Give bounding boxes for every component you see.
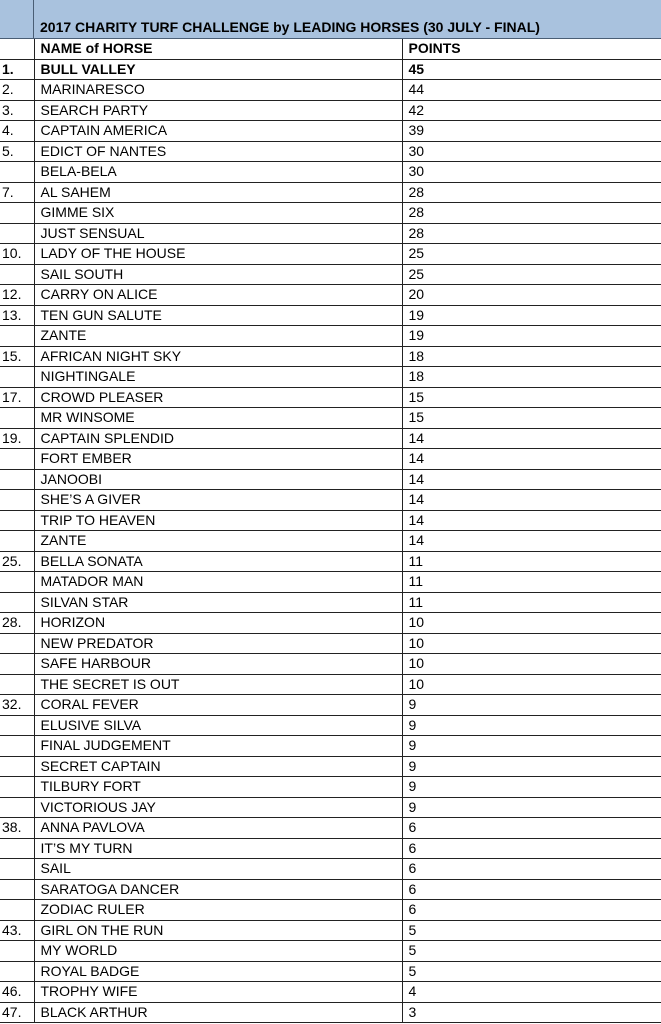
rank-cell [0, 756, 34, 777]
table-row [0, 900, 661, 921]
horse-name-cell: CORAL FEVER [34, 695, 402, 716]
rank-cell: 43. [0, 920, 34, 941]
table-row [0, 1002, 661, 1023]
horse-name-cell: FINAL JUDGEMENT [34, 736, 402, 757]
horse-name-cell: ZODIAC RULER [34, 900, 402, 921]
horse-name-cell: SHE’S A GIVER [34, 490, 402, 511]
table-row [0, 469, 661, 490]
points-cell: 9 [402, 695, 661, 716]
header-band [0, 0, 661, 17]
horse-name-cell: MR WINSOME [34, 408, 402, 429]
horse-name-cell: EDICT OF NANTES [34, 141, 402, 162]
rank-cell: 32. [0, 695, 34, 716]
points-cell: 9 [402, 797, 661, 818]
horse-name-cell: THE SECRET IS OUT [34, 674, 402, 695]
horse-name-cell: LADY OF THE HOUSE [34, 244, 402, 265]
points-cell: 5 [402, 941, 661, 962]
points-cell: 25 [402, 264, 661, 285]
rank-cell [0, 900, 34, 921]
rank-cell [0, 797, 34, 818]
table-row [0, 633, 661, 654]
rank-cell: 4. [0, 121, 34, 142]
table-row [0, 920, 661, 941]
points-cell: 39 [402, 121, 661, 142]
points-cell: 19 [402, 305, 661, 326]
table-row [0, 162, 661, 183]
table-row [0, 490, 661, 511]
points-cell: 5 [402, 920, 661, 941]
rank-cell [0, 367, 34, 388]
table-row [0, 285, 661, 306]
points-cell: 6 [402, 900, 661, 921]
rank-cell [0, 879, 34, 900]
column-header-row [0, 39, 661, 59]
sheet-title: 2017 CHARITY TURF CHALLENGE by LEADING HORSES (30 JULY - FINAL) [40, 19, 540, 35]
table-row [0, 818, 661, 839]
horse-name-cell: BULL VALLEY [34, 59, 402, 80]
rank-cell [0, 633, 34, 654]
horse-name-cell: TILBURY FORT [34, 777, 402, 798]
table-row [0, 326, 661, 347]
horse-name-cell: BELLA SONATA [34, 551, 402, 572]
points-cell: 6 [402, 879, 661, 900]
table-row [0, 531, 661, 552]
points-cell: 19 [402, 326, 661, 347]
horse-name-cell: SILVAN STAR [34, 592, 402, 613]
horse-name-cell: CAPTAIN SPLENDID [34, 428, 402, 449]
points-cell: 15 [402, 387, 661, 408]
rank-cell [0, 654, 34, 675]
points-cell: 9 [402, 756, 661, 777]
points-cell: 14 [402, 428, 661, 449]
rank-cell [0, 469, 34, 490]
table-row [0, 408, 661, 429]
rank-cell: 7. [0, 182, 34, 203]
points-cell: 6 [402, 818, 661, 839]
standings-table [0, 39, 661, 1023]
horse-name-cell: NIGHTINGALE [34, 367, 402, 388]
table-row [0, 182, 661, 203]
header-band-divider [33, 0, 34, 16]
table-row [0, 244, 661, 265]
table-row [0, 223, 661, 244]
horse-name-cell: SAFE HARBOUR [34, 654, 402, 675]
points-cell: 10 [402, 633, 661, 654]
points-cell: 6 [402, 838, 661, 859]
points-cell: 9 [402, 777, 661, 798]
rank-cell [0, 510, 34, 531]
table-row [0, 654, 661, 675]
rank-column-header [0, 39, 34, 59]
rank-cell: 12. [0, 285, 34, 306]
points-cell: 15 [402, 408, 661, 429]
table-row [0, 387, 661, 408]
table-row [0, 264, 661, 285]
points-cell: 30 [402, 162, 661, 183]
points-cell: 11 [402, 551, 661, 572]
name-column-header: NAME of HORSE [34, 39, 402, 59]
points-cell: 25 [402, 244, 661, 265]
rank-cell: 2. [0, 80, 34, 101]
horse-name-cell: CROWD PLEASER [34, 387, 402, 408]
rank-cell: 19. [0, 428, 34, 449]
table-row [0, 551, 661, 572]
horse-name-cell: IT’S MY TURN [34, 838, 402, 859]
rank-cell [0, 961, 34, 982]
horse-name-cell: ELUSIVE SILVA [34, 715, 402, 736]
rank-cell [0, 859, 34, 880]
horse-name-cell: MATADOR MAN [34, 572, 402, 593]
rank-cell: 10. [0, 244, 34, 265]
points-cell: 28 [402, 182, 661, 203]
horse-name-cell: HORIZON [34, 613, 402, 634]
horse-name-cell: GIRL ON THE RUN [34, 920, 402, 941]
points-cell: 6 [402, 859, 661, 880]
table-row [0, 141, 661, 162]
points-cell: 10 [402, 613, 661, 634]
table-row [0, 695, 661, 716]
table-row [0, 777, 661, 798]
table-row [0, 838, 661, 859]
table-row [0, 59, 661, 80]
points-cell: 30 [402, 141, 661, 162]
rank-cell: 3. [0, 100, 34, 121]
points-cell: 10 [402, 674, 661, 695]
horse-name-cell: ZANTE [34, 531, 402, 552]
horse-name-cell: MY WORLD [34, 941, 402, 962]
table-row [0, 982, 661, 1003]
table-row [0, 510, 661, 531]
points-column-header: POINTS [402, 39, 661, 59]
table-row [0, 715, 661, 736]
rank-cell [0, 715, 34, 736]
table-row [0, 941, 661, 962]
points-cell: 18 [402, 367, 661, 388]
rank-cell: 28. [0, 613, 34, 634]
points-cell: 4 [402, 982, 661, 1003]
table-row [0, 80, 661, 101]
points-cell: 10 [402, 654, 661, 675]
horse-name-cell: SAIL SOUTH [34, 264, 402, 285]
title-row-rank-cell [0, 16, 34, 38]
rank-cell [0, 736, 34, 757]
points-cell: 14 [402, 469, 661, 490]
table-row [0, 572, 661, 593]
table-row [0, 736, 661, 757]
table-row [0, 961, 661, 982]
points-cell: 45 [402, 59, 661, 80]
rank-cell [0, 777, 34, 798]
horse-name-cell: SEARCH PARTY [34, 100, 402, 121]
horse-name-cell: MARINARESCO [34, 80, 402, 101]
table-row [0, 203, 661, 224]
points-cell: 11 [402, 572, 661, 593]
rank-cell [0, 162, 34, 183]
rank-cell: 47. [0, 1002, 34, 1023]
table-row [0, 859, 661, 880]
rank-cell [0, 326, 34, 347]
rank-cell [0, 223, 34, 244]
rank-cell [0, 490, 34, 511]
table-row [0, 428, 661, 449]
horse-name-cell: TRIP TO HEAVEN [34, 510, 402, 531]
table-row [0, 100, 661, 121]
rank-cell [0, 531, 34, 552]
rank-cell [0, 449, 34, 470]
rank-cell [0, 264, 34, 285]
horse-name-cell: ZANTE [34, 326, 402, 347]
horse-name-cell: SECRET CAPTAIN [34, 756, 402, 777]
points-cell: 3 [402, 1002, 661, 1023]
table-row [0, 449, 661, 470]
horse-name-cell: ANNA PAVLOVA [34, 818, 402, 839]
horse-name-cell: BLACK ARTHUR [34, 1002, 402, 1023]
rank-cell: 38. [0, 818, 34, 839]
points-cell: 14 [402, 510, 661, 531]
rank-cell: 25. [0, 551, 34, 572]
points-cell: 9 [402, 736, 661, 757]
horse-name-cell: NEW PREDATOR [34, 633, 402, 654]
rank-cell: 15. [0, 346, 34, 367]
horse-name-cell: FORT EMBER [34, 449, 402, 470]
horse-name-cell: SAIL [34, 859, 402, 880]
points-cell: 20 [402, 285, 661, 306]
horse-name-cell: BELA-BELA [34, 162, 402, 183]
horse-name-cell: AFRICAN NIGHT SKY [34, 346, 402, 367]
rank-cell [0, 572, 34, 593]
points-cell: 42 [402, 100, 661, 121]
table-row [0, 346, 661, 367]
points-cell: 14 [402, 531, 661, 552]
horse-name-cell: CARRY ON ALICE [34, 285, 402, 306]
table-row [0, 797, 661, 818]
table-row [0, 305, 661, 326]
rank-cell: 13. [0, 305, 34, 326]
horse-name-cell: CAPTAIN AMERICA [34, 121, 402, 142]
table-row [0, 674, 661, 695]
points-cell: 44 [402, 80, 661, 101]
points-cell: 5 [402, 961, 661, 982]
horse-name-cell: AL SAHEM [34, 182, 402, 203]
rank-cell [0, 941, 34, 962]
points-cell: 18 [402, 346, 661, 367]
horse-name-cell: VICTORIOUS JAY [34, 797, 402, 818]
points-cell: 11 [402, 592, 661, 613]
table-row [0, 367, 661, 388]
horse-name-cell: JANOOBI [34, 469, 402, 490]
rank-cell: 17. [0, 387, 34, 408]
table-row [0, 756, 661, 777]
rank-cell: 5. [0, 141, 34, 162]
points-cell: 28 [402, 223, 661, 244]
horse-name-cell: JUST SENSUAL [34, 223, 402, 244]
points-cell: 14 [402, 449, 661, 470]
table-row [0, 879, 661, 900]
rank-cell: 1. [0, 59, 34, 80]
points-cell: 9 [402, 715, 661, 736]
horse-name-cell: TROPHY WIFE [34, 982, 402, 1003]
horse-name-cell: TEN GUN SALUTE [34, 305, 402, 326]
rank-cell [0, 203, 34, 224]
rank-cell [0, 674, 34, 695]
horse-name-cell: GIMME SIX [34, 203, 402, 224]
table-row [0, 121, 661, 142]
table-row [0, 613, 661, 634]
points-cell: 14 [402, 490, 661, 511]
standings-table-body [0, 39, 661, 1023]
horse-name-cell: SARATOGA DANCER [34, 879, 402, 900]
rank-cell [0, 592, 34, 613]
points-cell: 28 [402, 203, 661, 224]
title-row [0, 16, 661, 39]
table-row [0, 592, 661, 613]
rank-cell [0, 408, 34, 429]
rank-cell: 46. [0, 982, 34, 1003]
rank-cell [0, 838, 34, 859]
horse-name-cell: ROYAL BADGE [34, 961, 402, 982]
